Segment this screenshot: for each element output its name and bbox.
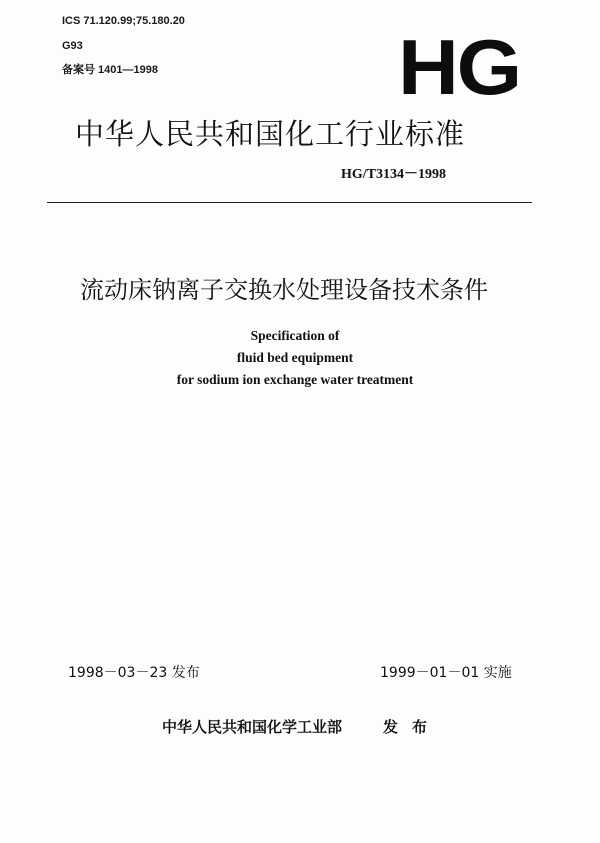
record-number: 备案号 1401—1998 [62, 64, 158, 76]
publish-label: 发布 [383, 718, 442, 736]
document-title-chinese: 流动床钠离子交换水处理设备技术条件 [80, 276, 488, 304]
ccs-code: G93 [62, 40, 83, 52]
hg-logo: HG [398, 23, 521, 111]
standard-number: HG/T3134－1998 [341, 167, 447, 182]
standard-category-title: 中华人民共和国化工行业标准 [75, 117, 466, 151]
header-divider [47, 202, 532, 203]
issuing-authority: 中华人民共和国化学工业部 [162, 718, 343, 736]
english-title-line: Specification of [250, 328, 340, 343]
issue-date: 1998－03－23 发布 [68, 665, 200, 681]
ics-code: ICS 71.120.99;75.180.20 [62, 15, 185, 27]
english-title-line: fluid bed equipment [236, 350, 354, 365]
document-title-english [150, 325, 440, 391]
english-title-line: for sodium ion exchange water treatment [176, 372, 414, 387]
effective-date: 1999－01－01 实施 [380, 665, 512, 681]
